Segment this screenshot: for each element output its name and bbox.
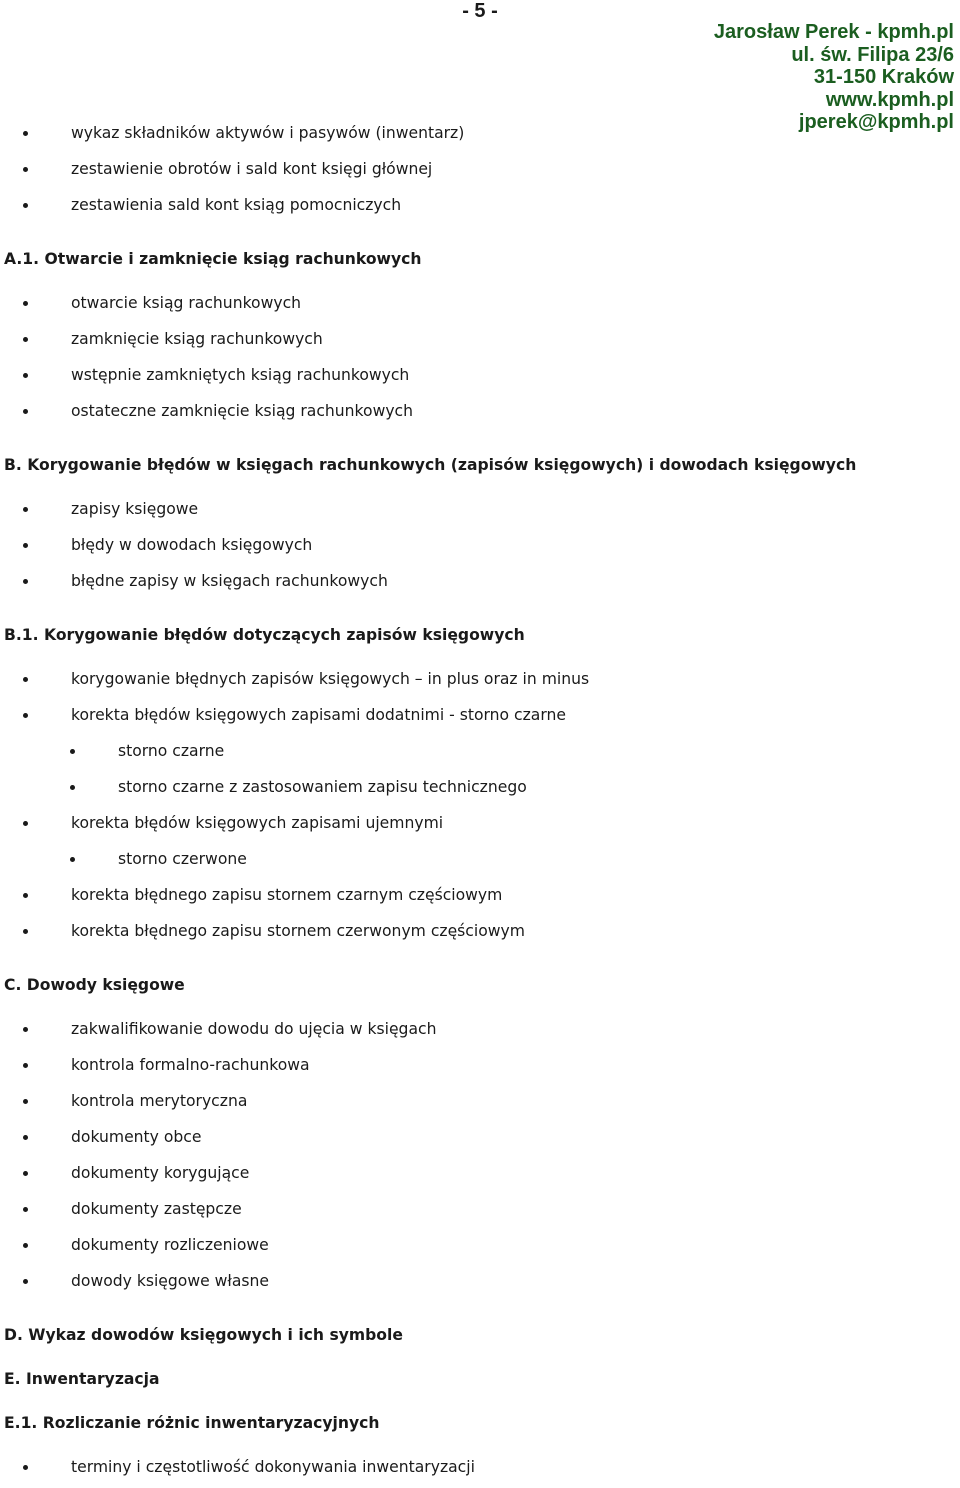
list-item: zestawienie obrotów i sald kont księgi głównej (71, 160, 433, 178)
list-item: dowody księgowe własne (71, 1272, 269, 1290)
sub-list-item: storno czarne z zastosowaniem zapisu technicznego (118, 778, 527, 796)
author-name: Jarosław Perek - kpmh.pl (713, 21, 954, 43)
author-contact-header (714, 21, 954, 134)
section-heading: B.1. Korygowanie błędów dotyczących zapisów księgowych (4, 626, 525, 644)
page-number: - 5 - (462, 0, 498, 22)
list-item: dokumenty zastępcze (71, 1200, 242, 1218)
list-item: wstępnie zamkniętych ksiąg rachunkowych (71, 366, 410, 384)
sub-list-item: storno czarne (118, 742, 225, 760)
list-item: korygowanie błędnych zapisów księgowych – in plus oraz in minus (71, 670, 590, 688)
author-city: 31-150 Kraków (813, 66, 954, 89)
section-heading: B. Korygowanie błędów w księgach rachunkowych (zapisów księgowych) i dowodach księgowych (4, 456, 857, 474)
list-item: korekta błędów księgowych zapisami ujemnymi (71, 814, 444, 832)
list-item: zakwalifikowanie dowodu do ujęcia w księgach (71, 1020, 437, 1038)
list-item: korekta błędów księgowych zapisami dodatnimi - storno czarne (71, 706, 566, 724)
list-item: ostateczne zamknięcie ksiąg rachunkowych (71, 402, 414, 420)
section-heading: A.1. Otwarcie i zamknięcie ksiąg rachunkowych (4, 250, 422, 268)
section-heading: E.1. Rozliczanie różnic inwentaryzacyjnych (4, 1414, 380, 1432)
author-street: ul. św. Filipa 23/6 (791, 43, 954, 66)
sub-list-item: storno czerwone (118, 850, 247, 868)
list-item: dokumenty korygujące (71, 1164, 250, 1182)
list-item: kontrola formalno-rachunkowa (71, 1056, 310, 1074)
list-item: zamknięcie ksiąg rachunkowych (71, 330, 323, 348)
list-item: terminy i częstotliwość dokonywania inwentaryzacji (71, 1458, 475, 1476)
author-website: www.kpmh.pl (825, 88, 954, 111)
section-heading: C. Dowody księgowe (4, 976, 185, 994)
author-email: jperek@kpmh.pl (798, 111, 954, 134)
list-item: dokumenty rozliczeniowe (71, 1236, 269, 1254)
list-item: zapisy księgowe (71, 500, 199, 518)
section-heading: E. Inwentaryzacja (4, 1370, 160, 1388)
list-item: wykaz składników aktywów i pasywów (inwentarz) (71, 124, 465, 142)
list-item: błędy w dowodach księgowych (71, 536, 313, 554)
list-item: korekta błędnego zapisu stornem czarnym częściowym (71, 886, 503, 904)
list-item: otwarcie ksiąg rachunkowych (71, 294, 302, 312)
list-item: dokumenty obce (71, 1128, 202, 1146)
list-item: błędne zapisy w księgach rachunkowych (71, 572, 388, 590)
list-item: korekta błędnego zapisu stornem czerwonym częściowym (71, 922, 525, 940)
list-item: zestawienia sald kont ksiąg pomocniczych (71, 196, 402, 214)
list-item: kontrola merytoryczna (71, 1092, 248, 1110)
section-heading: D. Wykaz dowodów księgowych i ich symbole (4, 1326, 403, 1344)
